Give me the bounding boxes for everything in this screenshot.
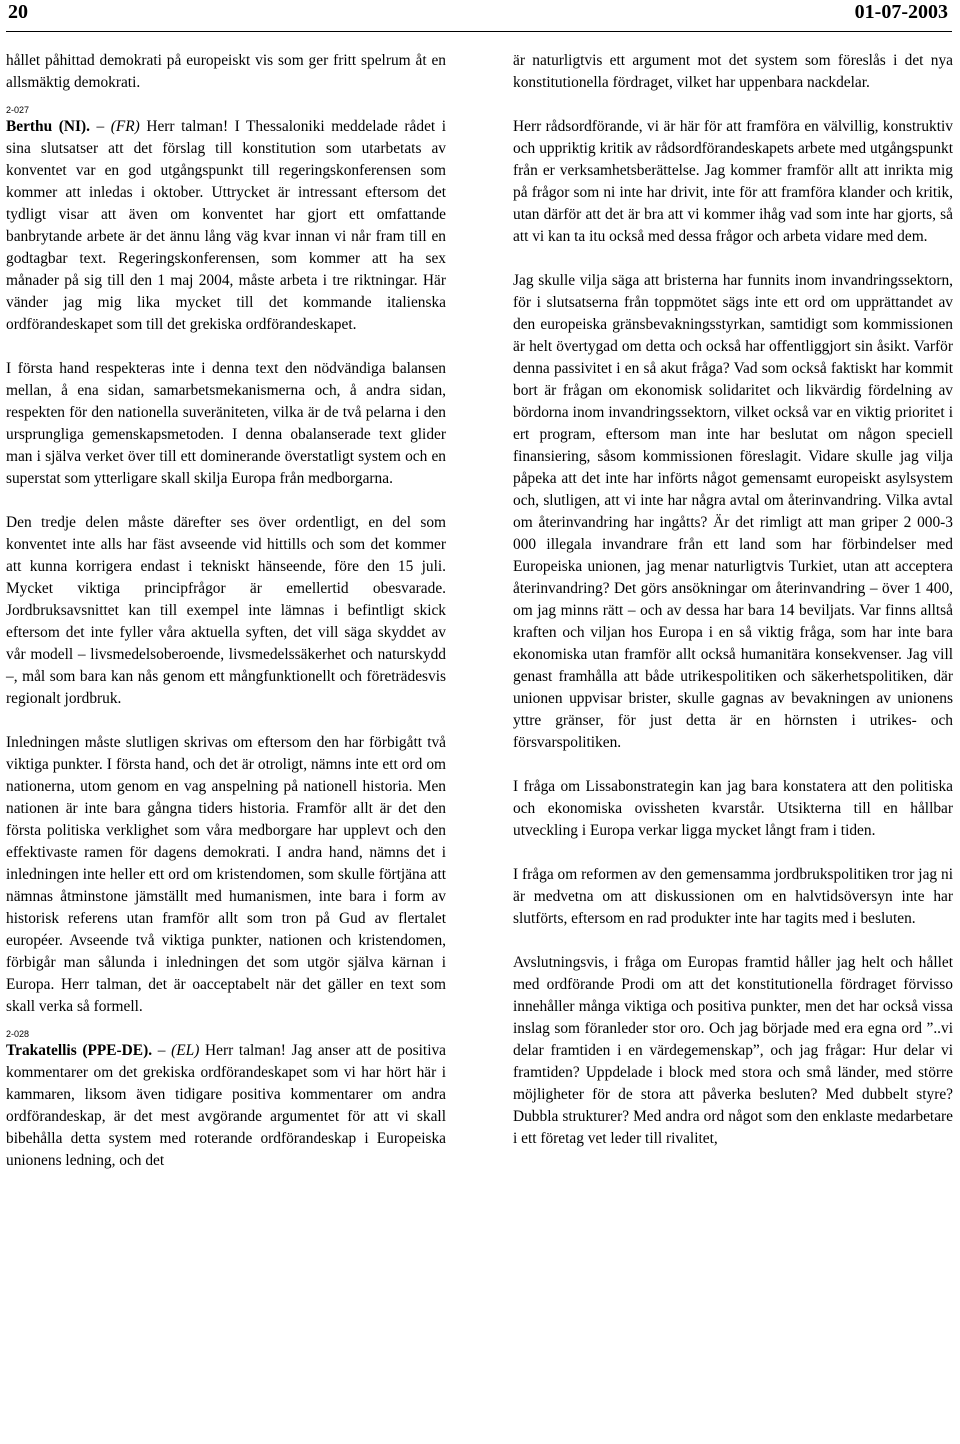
- speaker-dash: –: [89, 118, 111, 135]
- paragraph: Herr rådsordförande, vi är här för att framföra en välvillig, konstruktiv och uppriktig kritik av rådsordförandeskapets arbete med utgångspunkt från er verksamhetsberättelse. Jag kommer framför allt att inrikta mig på frågor som ni inte har drivit, inte för att framföra klander och kritik, utan därför att det är bra att vi kommer ihåg vad som inte har gjorts, så att vi kan ta itu också med dessa frågor och arbeta vidare med dem.: [513, 118, 953, 245]
- speech-id: 2-028: [6, 1029, 30, 1039]
- paragraph: hållet påhittad demokrati på europeiskt vis som ger fritt spelrum åt en allsmäktig demokrati.: [6, 52, 446, 91]
- right-column: [513, 50, 953, 1150]
- speech-paragraph: [6, 116, 446, 336]
- speech-paragraph: [6, 1040, 446, 1172]
- language-tag: (FR): [110, 118, 140, 135]
- speaker-dash: –: [152, 1042, 172, 1059]
- language-tag: (EL): [171, 1042, 200, 1059]
- paragraph: I fråga om reformen av den gemensamma jordbrukspolitiken tror jag ni är medvetna om att diskussionen om en halvtidsöversyn inte har slutförts, eftersom en rad produkter inte har tagits med i besluten.: [513, 866, 953, 927]
- paragraph: är naturligtvis ett argument mot det system som föreslås i det nya konstitutionella fördraget, vilket har uppenbara nackdelar.: [513, 52, 953, 91]
- paragraph: Avslutningsvis, i fråga om Europas framtid håller jag helt och hållet med ordförande Prodi om att det konstitutionella fördraget förvisso innehåller många viktiga och positiva punkter, men det har också vissa inslag som föranleder stor oro. Och jag började med era egna ord ”..vi delar framtiden i en värdegemenskap”, och jag frågar: Hur delar vi framtiden? Uppdelade i block med stora och små länder, med större möjligheter för de stora att påverka besluten? Med dubbelt styre? Dubbla strukturer? Med andra ord något som den enklaste medarbetare i ett företag vet leder till rivalitet,: [513, 954, 953, 1147]
- paragraph: I fråga om Lissabonstrategin kan jag bara konstatera att den politiska och ekonomiska ovissheten kvarstår. Utsikterna till en hållbar utveckling i Europa verkar ligga mycket långt fram i tiden.: [513, 778, 953, 839]
- left-column: [6, 50, 446, 1172]
- paragraph: Den tredje delen måste därefter ses över ordentligt, en del som konventet inte alls har fäst avseende vid hittills och som det kommer att kunna korrigera endast i tekniskt hänseende, före den 15 juli. Mycket viktiga principfrågor är emellertid obesvarade. Jordbruksavsnittet kan till exempel inte lämnas i befintligt skick eftersom det inte fyller våra aktuella syften, det vill säga skyddet av vår modell – livsmedelsoberoende, livsmedelssäkerhet och naturskydd –, mål som bara kan nås genom ett mångfunktionellt och företrädesvis regionalt jordbruk.: [6, 514, 446, 707]
- paragraph: I första hand respekteras inte i denna text den nödvändiga balansen mellan, å ena sidan, samarbetsmekanismerna och, å andra sidan, respekten för den nationella suveräniteten, vilka är de två pelarna i den ursprungliga gemenskapsmetoden. I denna obalanserade text glider man i själva verket över till ett dominerande överstatligt system och en superstat som ytterligare skall skilja Europa från medborgarna.: [6, 360, 446, 487]
- speech-id: 2-027: [6, 105, 30, 115]
- paragraph: Inledningen måste slutligen skrivas om eftersom den har förbigått två viktiga punkter. I första hand, och det är otroligt, nämns inte ett ord om nationerna, utom genom en vag anspelning på nationell historia. Men nationen är inte bara gångna tiders historia. Framför allt är det den första politiska verklighet som våra medborgare har upplevt och den effektivaste ramen för dagens demokrati. I andra hand, nämns det i inledningen inte heller ett ord om kristendomen, som skulle förtjäna att nämnas åtminstone jämställt med humanismen, inte bara i form av historisk referens utan framför allt som tron på Gud av flertalet européer. Avseende två viktiga punkter, nationen och kristendomen, förbigår man sålunda i inledningen det som utgör själva kärnan i Europa. Herr talman, det är oacceptabelt när det gäller en text som skall verka så formell.: [6, 734, 446, 1015]
- speech-text: Herr talman! I Thessaloniki meddelade rådet i sina slutsatser att det förslag till konstitution som utarbetats av konventet var en god utgångspunkt till regeringskonferensen som kommer att inledas i oktober. Uttrycket är intressant eftersom det tydligt visar att även om konventet har gjort ett omfattande banbrytande arbete är det ännu lång väg kvar innan vi når fram till en godtagbar text. Regeringskonferensen, som kommer att ha sex månader på sig till den 1 maj 2004, måste arbeta i tre riktningar. Här vänder jag mig lika mycket till det kommande italienska ordförandeskapet som till det grekiska ordförandeskapet.: [6, 118, 446, 333]
- paragraph: Jag skulle vilja säga att bristerna har funnits inom invandringssektorn, för i slutsatserna från toppmötet sägs inte ett ord om upprättandet av den europeiska gränsbevakningsstyrkan, samtidigt som kommissionen är helt övertygad om detta och också har offentliggjort sin åsikt. Varför denna passivitet i en så akut fråga? Vad som också faktiskt har kommit bort är frågan om ekonomisk solidaritet och likvärdig fördelning av bördorna inom invandringssektorn, vilket också var en viktig prioritet i ert program, eftersom man inte har beslutat om någon speciell finansiering, såsom kommissionen föreslagit. Vidare skulle jag vilja påpeka att det inte har införts något gemensamt europeiskt asylsystem och, slutligen, att vi inte har några avtal om återinvandring. Vilka avtal om återinvandring har ingåtts? Är det rimligt att man griper 2 000-3 000 illegala invandrare från ett land som har förbindelser med Europeiska unionen, jag menar naturligtvis Turkiet, utan att acceptera återinvandring? Det görs ansökningar om återinvandring – över 1 400, om jag minns rätt – och av dessa har bara 14 beviljats. Var finns alltså kraften och viljan hos Europa i en så viktig fråga, som har inte bara ekonomiska utan framför allt också humanitära konsekvenser. Jag vill genast framhålla att både utrikespolitiken och säkerhetspolitiken, där unionen uppvisar brister, skulle gagnas av bevakningen av unionens yttre gränser, för just detta är en hörnsten i utrikes- och försvarspolitiken.: [513, 272, 953, 751]
- page-header: [6, 0, 952, 32]
- speaker-name: Trakatellis (PPE-DE).: [6, 1042, 153, 1059]
- speaker-name: Berthu (NI).: [6, 118, 90, 135]
- page-number: 20: [8, 1, 28, 23]
- speech-text: Herr talman! Jag anser att de positiva kommentarer om det grekiska ordförandeskapet som vi har hört här i kammaren, liksom även tidigare positiva kommentarer om andra ordförandeskap, är det mest avgörande argumentet för att vi skall bibehålla detta system med roterande ordförandeskap i Europeiska unionens ledning, och det: [6, 1042, 446, 1169]
- page-date: 01-07-2003: [854, 1, 948, 23]
